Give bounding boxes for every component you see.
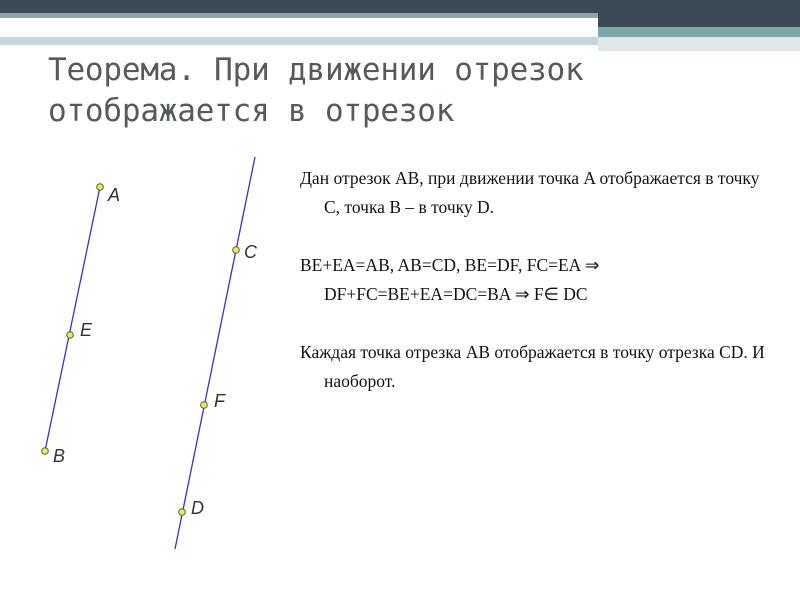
- segments-diagram: [0, 140, 300, 600]
- theorem-body: [300, 164, 770, 425]
- paragraph-proof: BE+EA=AB, AB=CD, BE=DF, FC=EA ⇒ DF+FC=BE+EA=DC=BA ⇒ F∈ DC: [300, 255, 600, 304]
- slide-title-line-2: отображается в отрезок: [48, 93, 455, 129]
- point-d: [179, 509, 186, 516]
- header-bar-teal-right: [598, 27, 800, 37]
- header-bar-dark-right: [598, 0, 800, 27]
- point-label-c: C: [244, 242, 257, 262]
- point-label-f: F: [214, 391, 225, 411]
- point-label-d: D: [191, 498, 204, 518]
- slide-title: [48, 50, 748, 132]
- header-bar-light-right: [598, 37, 800, 51]
- point-b: [42, 448, 49, 455]
- point-label-a: A: [108, 185, 121, 205]
- paragraph-conclusion: Каждая точка отрезка AB отображается в точку отрезка CD. И наоборот.: [300, 342, 765, 391]
- segment-ab: [45, 187, 100, 451]
- point-f: [201, 402, 208, 409]
- point-c: [233, 247, 240, 254]
- point-label-e: E: [80, 320, 93, 340]
- line-cd: [175, 157, 255, 549]
- point-label-b: B: [53, 446, 66, 466]
- point-a: [97, 184, 104, 191]
- slide-title-line-1: Теорема. При движении отрезок: [48, 52, 584, 88]
- paragraph-given: Дан отрезок AB, при движении точка A отображается в точку C, точка B – в точку D.: [300, 168, 760, 217]
- point-e: [67, 332, 74, 339]
